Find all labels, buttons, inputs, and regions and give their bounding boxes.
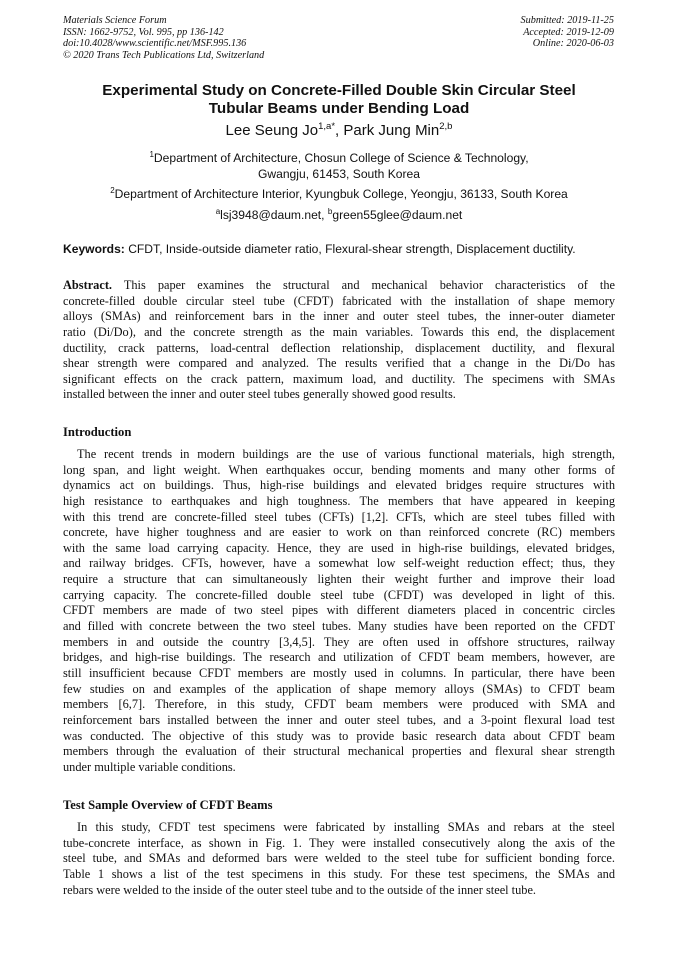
abstract: [63, 278, 615, 403]
abstract-line: significant effects on the crack pattern, maximum load, and ductility. The specimens with SMAs: [63, 371, 615, 386]
paragraph-line: members through the evaluation of their structural mechanical properties and flexural shear strength: [63, 744, 615, 759]
paragraph-line: rebars were welded to the inside of the outer steel tube and to the outside of the inner steel tube.: [63, 882, 537, 897]
journal-copyright: © 2020 Trans Tech Publications Ltd, Switzerland: [63, 49, 265, 61]
author-list: [50, 122, 628, 140]
abstract-line: alloys (SMAs) and reinforcement bars in the inner and outer steel tubes, the inner-outer diameter: [63, 309, 615, 324]
email-b: green55glee@daum.net: [332, 208, 463, 222]
abstract-line: ductility, crack patterns, load-central deflection relationship, displacement ductility, and flexural: [63, 340, 615, 355]
paragraph-line: CFDT members are made of two steel pipes with different diameters placed in concentric circles: [63, 603, 615, 618]
paragraph-line: Table 1 shows a list of the test specimens in this study. For these test specimens, the SMAs and: [63, 866, 615, 881]
accepted-date: Accepted: 2019-12-09: [523, 26, 614, 38]
journal-header: [63, 15, 264, 61]
paragraph-line: steel tube, and SMAs and deformed bars were welded to the steel tube for sufficient bonding force.: [63, 851, 615, 866]
paragraph-line: high resistance to earthquakes and high toughness. The members that have appeared in keeping: [63, 493, 615, 508]
paragraph-line: long span, and light weight. When earthquakes occur, bending moments and many other forms of: [63, 462, 615, 477]
paragraph-line: with the same load carrying capacity. Hence, they are used in high-rise buildings, elevated bridges,: [63, 540, 615, 555]
journal-issn: ISSN: 1662-9752, Vol. 995, pp 136-142: [63, 26, 224, 38]
test-sample-paragraph: [63, 820, 615, 898]
title-line-2: Tubular Beams under Bending Load: [208, 100, 470, 117]
keywords: [63, 241, 615, 257]
author-1-name: Lee Seung Jo: [225, 122, 319, 139]
keywords-text: CFDT, Inside-outside diameter ratio, Flexural-shear strength, Displacement ductility.: [124, 242, 576, 256]
paragraph-line: few studies on and examples of the application of shape memory alloys (SMAs) to CFDT beam: [63, 681, 615, 696]
paragraph-line: require a structure that can simultaneously lighten their weight further and improve their load: [63, 572, 615, 587]
paragraph-line: tube-concrete interface, as shown in Fig. 1. They were installed consecutively along the axis of the: [63, 835, 615, 850]
abstract-line: This paper examines the structural and mechanical behavior characteristics of the: [112, 278, 615, 292]
paragraph-line: reinforcement bars installed between the inner and outer steel tubes, and a 3-point flexural load test: [63, 712, 615, 727]
journal-name: Materials Science Forum: [63, 15, 167, 26]
email-a: lsj3948@daum.net,: [220, 208, 328, 222]
paragraph-line: dynamics act on buildings. Thus, high-rise buildings and elevated bridges require structures with: [63, 478, 615, 493]
affiliation-2-mark: 2: [110, 186, 115, 195]
paragraph-line: bridges, and high-rise buildings. The research and utilization of CFDT beam members, however, are: [63, 650, 615, 665]
paragraph-line: concrete, have higher toughness and are easier to work on than reinforced concrete (RC) members: [63, 525, 615, 540]
affiliation-2-text: Department of Architecture Interior, Kyungbuk College, Yeongju, 36133, South Korea: [114, 187, 568, 201]
affiliation-1: [40, 150, 638, 182]
submission-dates: [521, 15, 614, 50]
abstract-line: installed between the inner and outer steel tubes generally showed good results.: [63, 387, 456, 402]
test-sample-heading: Test Sample Overview of CFDT Beams: [63, 798, 273, 812]
abstract-line: concrete-filled double circular steel tube (CFDT) fabricated with the installation of shape memory: [63, 293, 615, 308]
email-b-mark: b: [327, 207, 333, 216]
paragraph-line: members [6,7]. Therefore, in this study, CFDT beam members were produced with SMA and: [63, 697, 615, 712]
paragraph-line: In this study, CFDT test specimens were fabricated by installing SMAs and rebars at the steel: [77, 820, 615, 834]
affiliation-2: [40, 186, 638, 202]
author-emails: [40, 207, 638, 223]
paragraph-line: still insufficient because CFDT members are mostly used in columns. In particular, there have been: [63, 665, 615, 680]
affiliation-1-mark: 1: [149, 150, 154, 159]
author-2-name: Park Jung Min: [343, 122, 440, 139]
paragraph-line: and filled with concrete between the two steel tubes. Many studies have been reported on the CFDT: [63, 619, 615, 634]
affiliation-1-line-2: Gwangju, 61453, South Korea: [257, 167, 421, 181]
submitted-date: Submitted: 2019-11-25: [520, 15, 614, 26]
author-1-affiliation-mark: 1,a*: [318, 121, 336, 132]
paper-title: [50, 82, 628, 118]
paragraph-line: and railway bridges. CFTs, however, have a somewhat low self-weight reduction effect; thus, they: [63, 556, 615, 571]
paragraph-line: under multiple variable conditions.: [63, 759, 236, 774]
paragraph-line: was conducted. The objective of this study was to provide basic research data about CFDT beam: [63, 728, 615, 743]
keywords-label: Keywords:: [63, 242, 125, 256]
paragraph-line: members in and outside the country [3,4,5]. They are often used in offshore structures, railway: [63, 634, 615, 649]
paragraph-line: The recent trends in modern buildings are the use of various functional materials, high strength,: [77, 447, 615, 461]
online-date: Online: 2020-06-03: [532, 38, 614, 50]
author-2-affiliation-mark: 2,b: [439, 121, 453, 132]
introduction-paragraph: [63, 447, 615, 775]
paragraph-line: with this trend are concrete-filled steel tubes (CFTs) [1,2]. CFTs, which are steel tubes filled with: [63, 509, 615, 524]
affiliation-1-line-1: Department of Architecture, Chosun College of Science & Technology,: [153, 151, 529, 165]
introduction-heading: Introduction: [63, 425, 132, 439]
author-separator: ,: [335, 122, 344, 139]
title-line-1: Experimental Study on Concrete-Filled Double Skin Circular Steel: [102, 82, 576, 99]
abstract-line: shear strength were compared and analyzed. The results verified that a change in the Di/Do has: [63, 356, 615, 371]
abstract-line: ratio (Di/Do), and the concrete strength as the main variables. Towards this end, the displacement: [63, 324, 615, 339]
email-a-mark: a: [215, 207, 221, 216]
paragraph-line: carrying capacity. The concrete-filled double steel tube (CFDT) was developed in light of this.: [63, 587, 615, 602]
journal-doi: doi:10.4028/www.scientific.net/MSF.995.136: [63, 38, 247, 50]
abstract-label: Abstract.: [63, 278, 113, 292]
